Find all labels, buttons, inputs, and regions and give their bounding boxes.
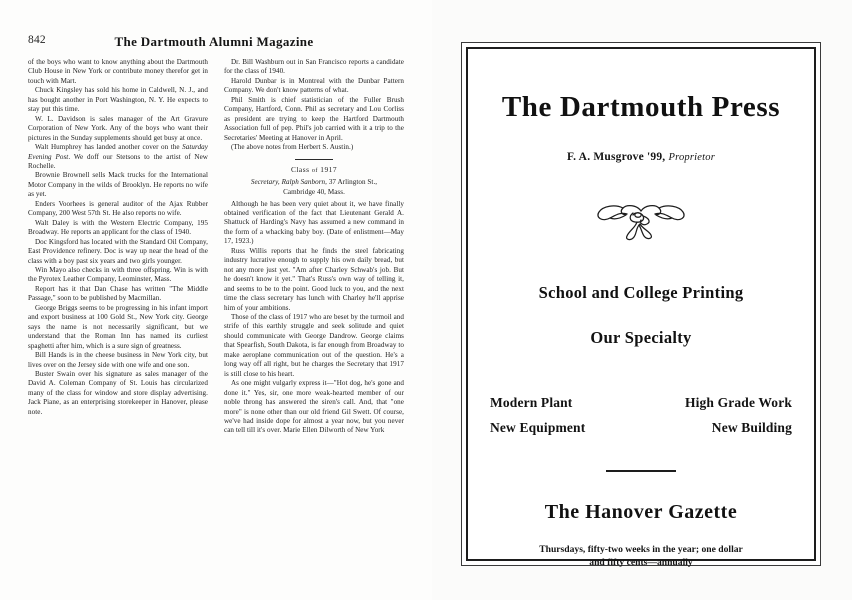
ad-content — [468, 49, 814, 568]
text-fragment: Walt Humphrey has landed another cover on the — [35, 143, 183, 152]
paragraph: Brownie Brownell sells Mack trucks for the International Motor Company in the wilds of Brooklyn. He reports no wife as yet. — [28, 171, 208, 199]
class-secretary-line — [224, 178, 404, 197]
paragraph: Report has it that Dan Chase has written "The Middle Passage," soon to be published by Macmillan. — [28, 284, 208, 303]
class-section-heading — [224, 165, 404, 176]
ad-title: The Dartmouth Press — [501, 91, 781, 123]
text-fragment: . We doff our Stetsons to the artist of New Rochelle. — [28, 152, 208, 170]
paragraph: Bill Hands is in the cheese business in New York city, but lives over on the Jersey side with one wife and one son. — [28, 351, 208, 369]
secretary-address-1: 37 Arlington St., — [328, 178, 378, 187]
ad-feature-list — [490, 395, 792, 436]
feature-left: New Equipment — [490, 420, 586, 435]
paragraph: Buster Swain over his signature as sales manager of the David A. Coleman Company of St. Louis has circularized many of the class for window and store display advertising. Jack Piane, as an enterprising storekeeper in Hanover, please note. — [28, 369, 208, 416]
paragraph: Win Mayo also checks in with three offspring. Win is with the Pyrotex Leather Company, Leominster, Mass. — [28, 265, 208, 284]
column-right — [224, 58, 404, 568]
page-header — [28, 34, 400, 50]
secretary-address-2: Cambridge 40, Mass. — [283, 187, 345, 196]
paragraph: Chuck Kingsley has sold his home in Caldwell, N. J., and has bought another in Port Washington, N. Y. He expects to stay put this time. — [28, 86, 208, 114]
secretary-name: Ralph Sanborn, — [281, 178, 327, 187]
publication-title: Saturday Evening Post — [28, 143, 208, 161]
paragraph: Enders Voorhees is general auditor of the Ajax Rubber Company, 200 West 57th St. He also reports no wife. — [28, 199, 208, 218]
ad-inner-border — [466, 47, 816, 568]
ad-divider-rule — [606, 470, 676, 472]
ad-tagline-line-1: School and College Printing — [538, 283, 744, 302]
running-head: The Dartmouth Alumni Magazine — [114, 34, 314, 49]
column-left — [28, 58, 208, 568]
feature-right: New Building — [711, 420, 792, 435]
paragraph: Dr. Bill Washburn out in San Francisco reports a candidate for the class of 1940. — [224, 58, 404, 76]
feature-left: Modern Plant — [490, 395, 573, 410]
ad-tagline-line-2: Our Specialty — [590, 328, 692, 347]
proprietor-role: Proprietor — [668, 152, 715, 163]
section-divider-rule — [295, 159, 333, 160]
feature-right: High Grade Work — [684, 395, 792, 410]
class-year: 1917 — [320, 165, 338, 175]
text-columns — [28, 58, 404, 568]
proprietor-name: F. A. Musgrove '99, — [567, 151, 666, 163]
paragraph: of the boys who want to know anything about the Dartmouth Club House in New York or contribute money therefor get in touch with Mart. — [28, 58, 208, 85]
ad-proprietor — [490, 151, 792, 163]
paragraph: W. L. Davidson is sales manager of the Art Gravure Corporation of New York. Any of the boys who want their pictures in the Sunday supplements should get busy at once. — [28, 114, 208, 142]
gazette-subtitle-line-2: and fifty cents—annually — [589, 557, 693, 568]
paragraph: George Briggs seems to be progressing in his infant import and export business at 100 Gold St., New York city. George says the name is not necessarily significant, but we understand that the Roman Inn has named its curliest spaghetti after him, which is a sure sign of greatness. — [28, 303, 208, 350]
paragraph: Phil Smith is chief statistician of the Fuller Brush Company, Hartford, Conn. Phil as secretary and Lou Corliss as president are trying to keep the Hartford Dartmouth Association full of pep. Phil's job carried with it a trip to the Secretaries' Meeting at Hanover in April. — [224, 95, 404, 142]
class-word: Class — [290, 165, 310, 175]
paragraph: Walt Daley is with the Western Electric Company, 195 Broadway. He reports an applicant for the class of 1940. — [28, 218, 208, 237]
paragraph: Those of the class of 1917 who are beset by the turmoil and strife of this earthly struggle and seek solitude and quiet should communicate with George Dandrow. George claims that Spearfish, South Dakota, is far enough from Broadway to make aeroplane communication out of the question. He's a long way off all right, but he charges the Secretary that 1917 is still close to his heart. — [224, 313, 404, 378]
paragraph: As one might vulgarly express it—"Hot dog, he's gone and done it." Yes, sir, one more weak-hearted member of our noble throng has answered the siren's call. And, that "one more" is none other than our old friend Gil Swett. Of course, we've had inside dope for almost a year now, but you never can tell till it's over. Marie Ellen Dilworth of New York — [224, 379, 404, 435]
feature-row — [490, 395, 792, 411]
gazette-title: The Hanover Gazette — [544, 501, 738, 523]
gazette-subtitle — [490, 543, 792, 569]
secretary-label: Secretary, — [250, 178, 280, 187]
paragraph: Russ Willis reports that he finds the steel fabricating industry lucrative enough to supply his own daily bread, but not any more just yet. "Am after Charley Schwab's job. But he doesn't know it yet." That's Russ's own way of telling it, and seems to be to the point. Good luck to you, and the next time the class secretary has lunch with Charley he'll apprise him of your ambitions. — [224, 246, 404, 312]
paragraph: Harold Dunbar is in Montreal with the Dunbar Pattern Company. We don't know patterns of what. — [224, 76, 404, 95]
paragraph: Although he has been very quiet about it, we have finally obtained verification of the fact that Lieutenant Gerald A. Shattuck of Harding's Navy has assumed a new command in the form of a whacking baby boy. (Date of enlistment—May 17, 1923.) — [224, 199, 404, 246]
credit-note: (The above notes from Herbert S. Austin.) — [231, 143, 354, 152]
class-of-word: of — [311, 168, 318, 175]
right-page-advertisement — [432, 0, 852, 600]
floral-ornament-icon — [490, 201, 792, 243]
gazette-subtitle-line-1: Thursdays, fifty-two weeks in the year; one dollar — [539, 544, 743, 555]
paragraph-humphrey — [28, 143, 208, 171]
ad-outer-border — [461, 42, 821, 566]
feature-row — [490, 420, 792, 436]
page-number: 842 — [28, 34, 46, 46]
paragraph: Doc Kingsford has located with the Standard Oil Company, East Providence refinery. Doc is way up near the head of the class with a boy past six years and two girls younger. — [28, 237, 208, 265]
